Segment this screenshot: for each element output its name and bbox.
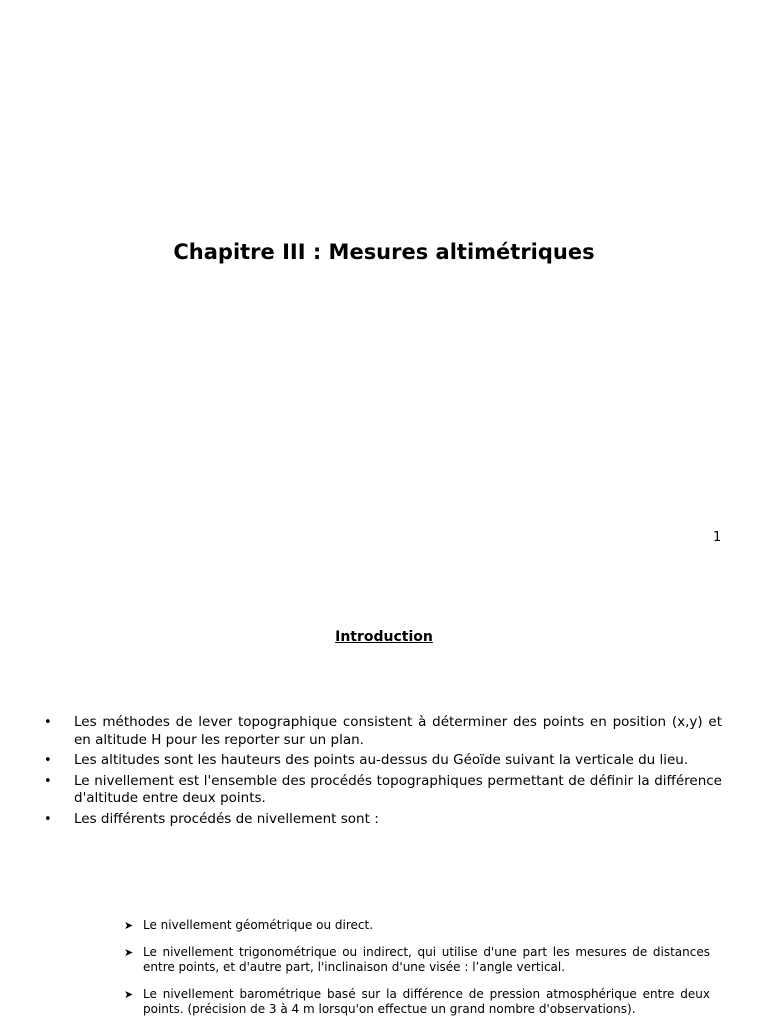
bullet-icon: • <box>44 753 52 768</box>
bullet-icon: • <box>44 773 52 789</box>
arrow-icon: ➤ <box>124 946 134 959</box>
bullet-icon: • <box>44 715 52 730</box>
list-item <box>44 714 722 749</box>
method-item-text: Le nivellement trigonométrique ou indirect, qui utilise d'une part les mesures de distances entre points, et d'autre part, l'inclinaison d'une visée : l’angle vertical. <box>143 945 710 974</box>
method-item <box>124 945 710 975</box>
chapter-title: Chapitre III : Mesures altimétriques <box>173 240 595 264</box>
bullet-list <box>44 714 722 831</box>
arrow-icon: ➤ <box>124 919 134 932</box>
method-item <box>124 987 710 1017</box>
method-list <box>124 918 710 1029</box>
method-item-text: Le nivellement barométrique basé sur la différence de pression atmosphérique entre deux points. (précision de 3 à 4 m lorsqu'on effectue un grand nombre d'observations). <box>143 987 710 1016</box>
method-item <box>124 918 710 933</box>
list-item <box>44 752 722 770</box>
list-item-text: Les différents procédés de nivellement sont : <box>74 810 379 827</box>
method-item-text: Le nivellement géométrique ou direct. <box>143 918 374 932</box>
section-heading: Introduction <box>335 629 433 645</box>
list-item-text: Le nivellement est l'ensemble des procédés topographiques permettant de définir la différence d'altitude entre deux points. <box>74 772 722 806</box>
list-item <box>44 810 722 829</box>
list-item-text: Les méthodes de lever topographique consistent à déterminer des points en position (x,y) et en altitude H pour les reporter sur un plan. <box>74 714 722 748</box>
list-item <box>44 772 722 808</box>
list-item-text: Les altitudes sont les hauteurs des points au-dessus du Géoïde suivant la verticale du lieu. <box>74 752 689 768</box>
page-number: 1 <box>713 530 722 545</box>
arrow-icon: ➤ <box>124 988 134 1001</box>
bullet-icon: • <box>44 811 52 827</box>
